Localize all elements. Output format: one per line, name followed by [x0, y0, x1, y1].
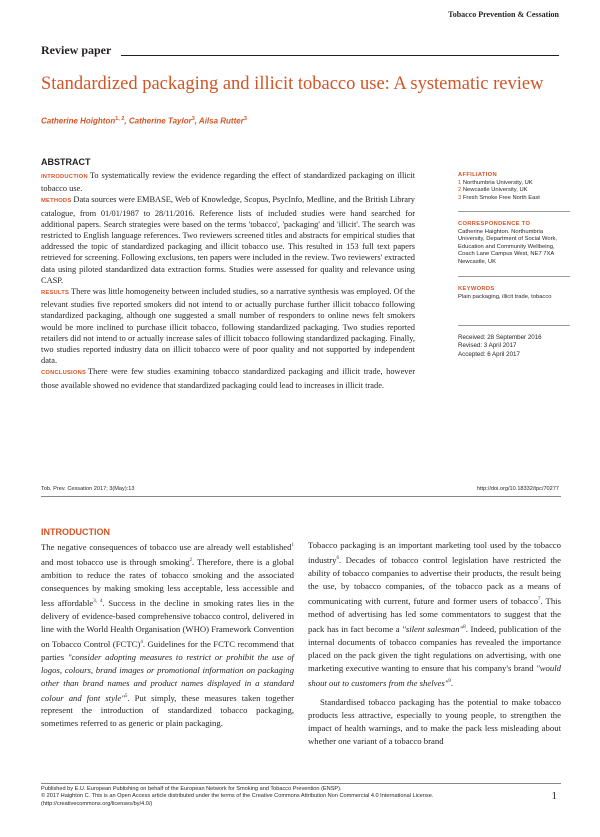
citation-ref: 9 [448, 678, 451, 684]
paragraph: Tobacco packaging is an important marketing tool used by the tobacco industry$^6$. Decades of tobacco control legislation have restricted the ability of tobacco companies to advertise their products, the result being the use, by tobacco companies, of the tobacco pack as a means of communicating with current, future and former users of tobacco$^7$. This method of advertising has led some commentators to suggest that the pack has in fact become a "silent salesman"$^8$. Indeed, publication of the internal documents of tobacco companies has revealed the importance placed on the pack given the tight regulations on advertising, with one marketing executive wanting to ensure that his company's brand "would shout out to customers from the shelves"$^9$. [308, 540, 561, 688]
citation-ref: 1 [291, 543, 294, 548]
doi-link[interactable]: http://doi.org/10.18332/tpc/70277 [476, 486, 559, 492]
abstract-text: To systematically review the evidence regarding the effect of standardized packaging on illicit tobacco use. [41, 171, 415, 194]
abstract-label: METHODS [41, 198, 72, 205]
author-separator: , [194, 116, 199, 126]
abstract-label: CONCLUSIONS [41, 370, 87, 377]
received-date: Received: 28 September 2016 [458, 334, 542, 341]
citation-ref: 8 [463, 624, 466, 630]
section-divider [41, 496, 561, 497]
abstract-heading: ABSTRACT [41, 157, 91, 167]
sidebar-rule [458, 276, 570, 277]
author-separator: , [124, 116, 129, 126]
journal-name: Tobacco Prevention & Cessation [448, 10, 559, 19]
affiliation-item: 1 Northumbria University, UK [458, 179, 533, 186]
footer-rule [41, 783, 561, 784]
abstract-label: RESULTS [41, 290, 70, 297]
citation-ref: 3, 4 [93, 598, 103, 604]
citation-ref: 6 [336, 556, 339, 561]
copyright-line: © 2017 Haighton C. This is an Open Access article distributed under the terms of the Creative Commons Attribution Non Commercial 4.0 International License. [41, 793, 434, 800]
citation-ref: 5 [124, 693, 128, 699]
abstract-methods [41, 194, 415, 286]
citation-ref: 2 [189, 557, 193, 563]
author-name: Ailsa Rutter [198, 116, 244, 126]
abstract-introduction [41, 170, 415, 194]
dates-block [458, 334, 570, 359]
abstract-conclusions [41, 366, 415, 390]
quotation: "consider adopting measures to restrict or prohibit the use of logos, colours, brand images or promotional information on packaging other than brand names and product names displayed in a standard colour and font style" [41, 651, 294, 703]
paragraph: The negative consequences of tobacco use are already well established$^1$ and most tobacco use is through smoking$^2$. Therefore, there is a global ambition to reduce the rates of tobacco smoking and the associated consequences by making smoking less acceptable, less accessible and less affordable$^{3, 4}$. Success in the decline in smoking rates lies in the delivery of evidence-based comprehensive tobacco control, delivered in line with the World Health Organisation (WHO) Framework Convention on Tobacco Control (FCTC)$^4$. Guidelines for the FCTC recommend that parties "consider adopting measures to restrict or prohibit the use of logos, colours, brand images or promotional information on packaging other than brand names and product names displayed in a standard colour and font style"$^5$. Put simply, these measures taken together represent the introduction of standardized tobacco packaging, sometimes referred to as generic or plain packaging. [41, 541, 295, 729]
abstract-text: Data sources were EMBASE, Web of Knowledge, Scopus, PsycInfo, Medline, and the British Library catalogue, from 01/01/1987 to 28/11/2016. Reference lists of included studies were hand searched for additional papers. Search strategies were based on the terms 'tobacco', 'packaging' and 'illicit'. The search was restricted to English language references. Two reviewers screened titles and abstracts for empirical studies that addressed the topic of standardized packaging and illicit tobacco use. This resulted in 153 full text papers retrieved for screening. Following exclusions, ten papers were included in the review. Two reviewers' extracted data using piloted standardized data extraction forms. Studies were assessed for quality and relevance using CASP. [41, 195, 415, 285]
correspondence-heading: CORRESPONDENCE TO [458, 221, 531, 227]
citation-ref: 4 [140, 639, 143, 645]
abstract-text: There were few studies examining tobacco standardized packaging and illicit trade, however those available showed no evidence that standardized packaging could lead to increases in illicit trade. [41, 367, 415, 390]
author-name: Catherine Hoighton [41, 116, 116, 126]
header-rule [121, 55, 559, 56]
author-affiliation: 1, 2 [115, 116, 125, 122]
paragraph: Standardised tobacco packaging has the potential to make tobacco products less attractive, especially to young people, to strengthen the impact of health warnings, and to make the pack less misleading about whether one variant of a tobacco brand [308, 696, 561, 746]
author-affiliation: 3 [243, 116, 247, 122]
accepted-date: Accepted: 6 April 2017 [458, 350, 520, 358]
affiliation-item: 3 Fresh Smoke Free North East [458, 194, 540, 201]
body-column-left [41, 539, 294, 730]
license-footer [41, 786, 501, 808]
introduction-heading: INTRODUCTION [41, 527, 110, 537]
sidebar-rule [458, 325, 570, 326]
author-affiliation: 3 [191, 116, 195, 122]
affiliation-item: 2 Newcastle University, UK [458, 187, 528, 194]
abstract-body [41, 170, 415, 391]
paper-type: Review paper [41, 43, 112, 57]
quotation: "silent salesman" [402, 623, 464, 634]
affiliation-heading: AFFILIATION [458, 172, 497, 178]
publisher-line: Published by E.U. European Publishing on behalf of the European Network for Smoking and Tobacco Prevention (ENSP). [41, 786, 342, 792]
sidebar-rule [458, 211, 570, 212]
abstract-label: INTRODUCTION [41, 174, 88, 180]
abstract-text: There was little homogeneity between included studies, so a narrative synthesis was employed. Of the relevant studies five reported smokers did not intend to or actually purchase further illicit tobacco following standardized packaging, although one suggested a small number of responders to online news felt smokers would be more inclined to purchase illicit tobacco, following standardized packaging. Two studies reported retailers did not intend to or actually increase sales of illicit tobacco following standardized packaging. Finally, two studies reported industry data on illicit tobacco were of poor quality and not supported by independent data. [41, 287, 415, 366]
keywords-text: Plain packaging, illicit trade, tobacco [458, 293, 552, 300]
citation: Tob. Prev. Cessation 2017; 3(May):13 [41, 486, 135, 492]
author-list [41, 116, 247, 126]
citation-ref: 7 [537, 596, 541, 602]
license-link[interactable]: (http://creativecommons.org/licenses/by/4.0/) [41, 800, 153, 807]
correspondence-text: Catherine Haighton. Northumbria University, Department of Social Work, Education and Community Wellbeing, Coach Lane Campus West, NE7 7XA Newcastle, UK [458, 228, 558, 265]
article-title: Standardized packaging and illicit tobacco use: A systematic review [41, 74, 544, 94]
page-number: 1 [551, 790, 557, 802]
abstract-results [41, 286, 415, 366]
keywords-heading: KEYWORDS [458, 286, 495, 292]
body-column-right [308, 539, 561, 748]
affiliation-block [458, 172, 570, 202]
correspondence-block [458, 221, 570, 267]
keywords-block [458, 286, 570, 301]
author-name: Catherine Taylor [128, 116, 192, 126]
revised-date: Revised: 3 April 2017 [458, 342, 517, 350]
quotation: "would shout out to customers from the shelves" [308, 662, 561, 688]
